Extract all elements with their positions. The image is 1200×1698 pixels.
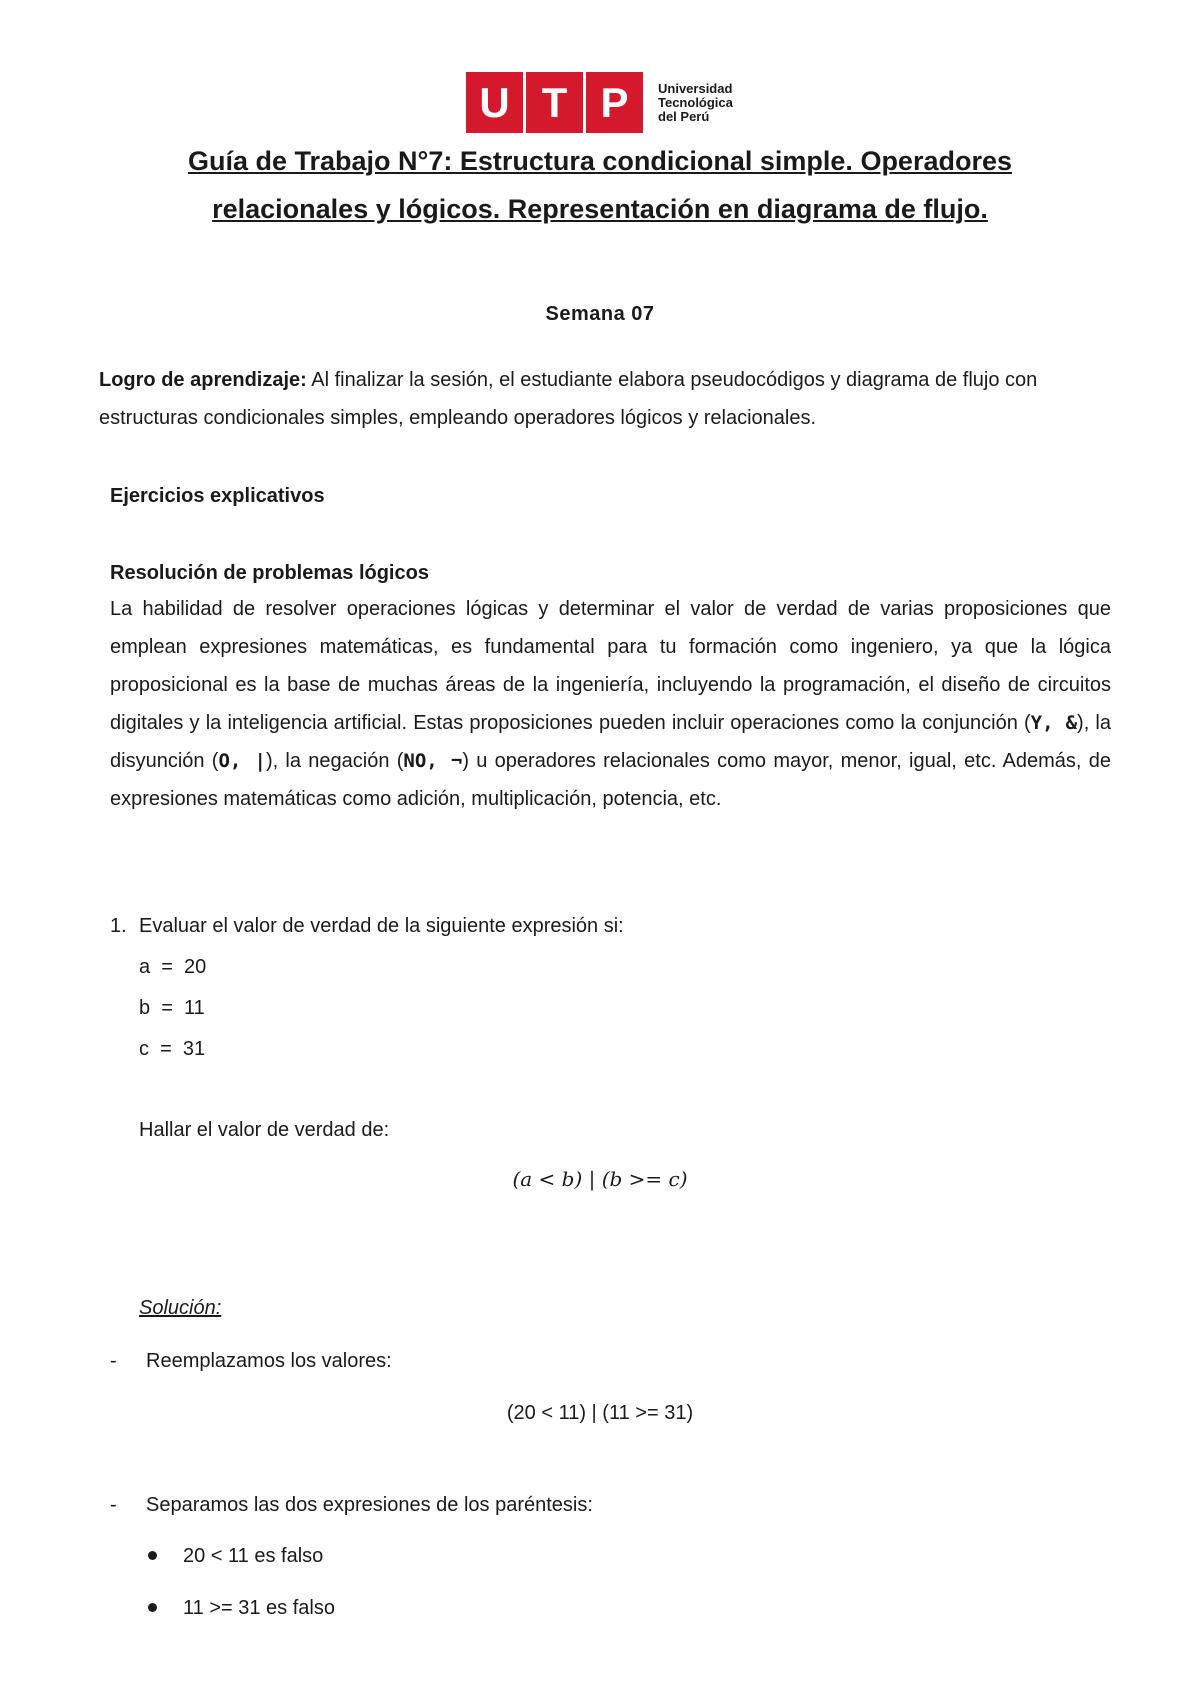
logo-university-name: Universidad Tecnológica del Perú	[658, 80, 733, 124]
variable-c: c = 31	[139, 1038, 206, 1060]
learning-outcome-text: Al finalizar la sesión, el estudiante elabora pseudocódigos y diagrama de flujo con estructuras condicionales simples, empleando operadores lógicos y relacionales.	[99, 369, 1038, 429]
step2-text: Separamos las dos expresiones de los paréntesis:	[146, 1494, 593, 1516]
week-label: Semana 07	[545, 303, 655, 325]
bullet-dot-2	[148, 1603, 157, 1612]
replaced-expression: (20 < 11) | (11 >= 31)	[506, 1402, 694, 1424]
op-or: O, |	[218, 750, 266, 772]
logo-letter-p: P	[586, 72, 643, 133]
section-heading-ejercicios: Ejercicios explicativos	[110, 485, 325, 507]
learning-outcome	[99, 361, 1111, 437]
utp-logo	[466, 72, 733, 133]
op-and: Y, &	[1030, 712, 1078, 734]
step1-text: Reemplazamos los valores:	[146, 1350, 392, 1372]
document-title-line1: Guía de Trabajo N°7: Estructura condicional simple. Operadores	[187, 146, 1012, 176]
bullet-dot-1	[148, 1551, 157, 1560]
hallar-text: Hallar el valor de verdad de:	[139, 1119, 390, 1141]
bullet-item-1: 20 < 11 es falso	[183, 1545, 324, 1567]
solution-label: Solución:	[139, 1297, 222, 1319]
step2-dash: -	[110, 1494, 117, 1516]
logo-letters	[466, 72, 646, 133]
learning-outcome-label: Logro de aprendizaje:	[99, 369, 307, 391]
logo-letter-t: T	[526, 72, 583, 133]
variable-a: a = 20	[139, 956, 207, 978]
resolucion-paragraph: La habilidad de resolver operaciones lógicas y determinar el valor de verdad de varias proposiciones que emplean expresiones matemáticas, es fundamental para tu formación como ingeniero, ya que la lógica proposicional es la base de muchas áreas de la ingeniería, incluyendo la programación, el diseño de circuitos digitales y la inteligencia artificial. Estas proposiciones pueden incluir operaciones como la conjunción (Y, &), la disyunción (O, |), la negación (NO, ¬) u operadores relacionales como mayor, menor, igual, etc. Además, de expresiones matemáticas como adición, multiplicación, potencia, etc.	[110, 598, 1111, 810]
step1-dash: -	[110, 1350, 117, 1372]
exercise-statement: Evaluar el valor de verdad de la siguiente expresión si:	[139, 915, 624, 937]
bullet-item-2: 11 >= 31 es falso	[183, 1597, 335, 1619]
document-title-line2: relacionales y lógicos. Representación en diagrama de flujo.	[212, 194, 988, 224]
variable-b: b = 11	[139, 997, 205, 1019]
exercise-number: 1.	[110, 915, 127, 937]
section-heading-resolucion: Resolución de problemas lógicos	[110, 562, 429, 584]
logic-expression: (a < b) | (b >= c)	[512, 1167, 688, 1191]
op-not: NO, ¬	[403, 750, 463, 772]
logo-letter-u: U	[466, 72, 523, 133]
